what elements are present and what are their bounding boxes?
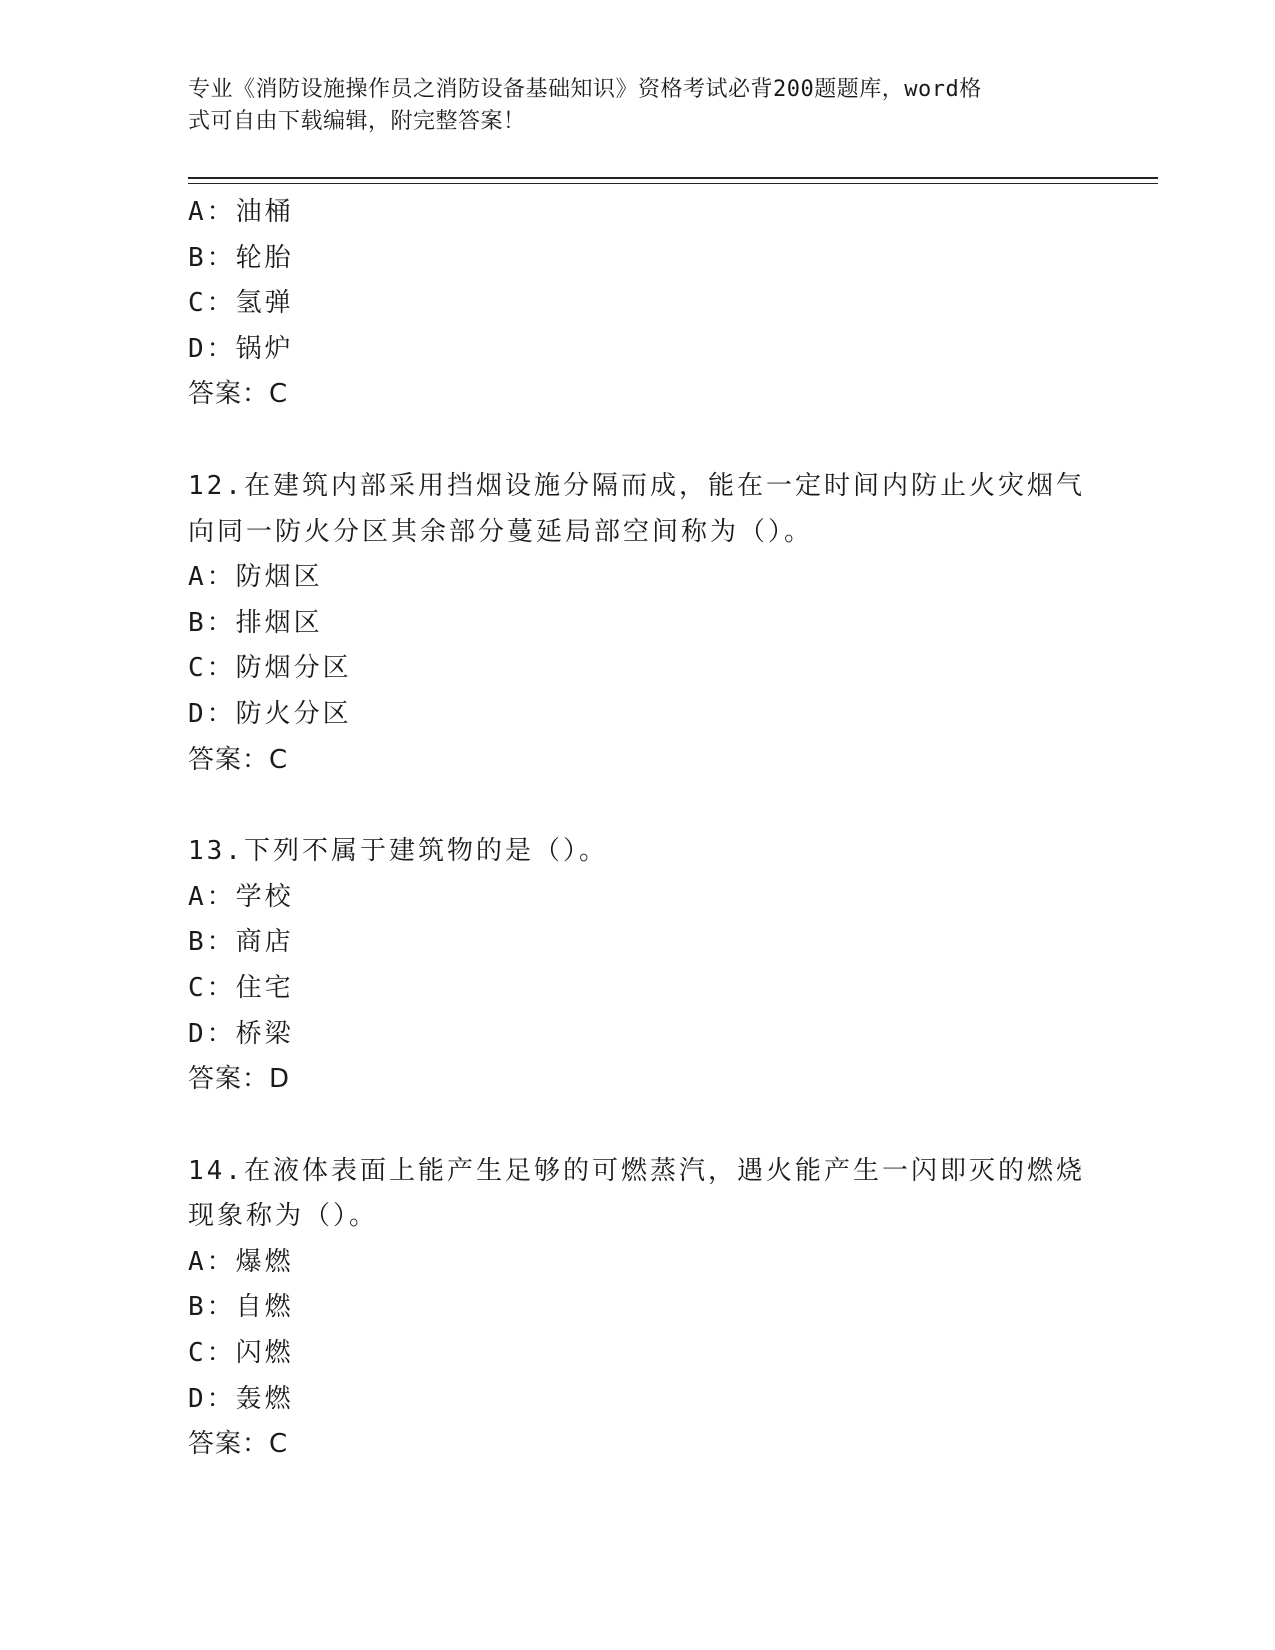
question-11 <box>188 190 1088 418</box>
option-b: B：轮胎 <box>188 242 294 273</box>
option-b: B：商店 <box>188 927 294 958</box>
question-text-line-2: 向同一防火分区其余部分蔓延局部空间称为（）。 <box>188 516 814 547</box>
question-14 <box>188 1149 1088 1468</box>
option-a: A：油桶 <box>188 197 294 227</box>
option-d: D：轰燃 <box>188 1383 294 1414</box>
option-c: C：住宅 <box>188 972 294 1003</box>
option-a: A：防烟区 <box>188 562 323 593</box>
option-a: A：学校 <box>188 881 294 912</box>
question-list <box>188 190 1088 1468</box>
answer: 答案：C <box>188 379 289 410</box>
question-text-line-1: 14.在液体表面上能产生足够的可燃蒸汽，遇火能产生一闪即灭的燃烧 <box>188 1155 1085 1186</box>
option-c: C：防烟分区 <box>188 653 352 684</box>
answer: 答案：C <box>188 1429 289 1460</box>
option-c: C：氢弹 <box>188 288 294 319</box>
option-a: A：爆燃 <box>188 1246 294 1277</box>
header-divider-thick <box>188 177 1158 179</box>
answer: 答案：D <box>188 1064 291 1095</box>
option-d: D：桥梁 <box>188 1018 294 1049</box>
question-13 <box>188 829 1088 1103</box>
question-text-line-2: 现象称为（）。 <box>188 1201 379 1232</box>
option-b: B：排烟区 <box>188 607 323 638</box>
header-line-1: 专业《消防设施操作员之消防设备基础知识》资格考试必背200题题库，word格 <box>188 77 982 102</box>
option-c: C：闪燃 <box>188 1338 294 1369</box>
header-divider-thin <box>188 183 1158 184</box>
option-d: D：锅炉 <box>188 333 294 364</box>
answer: 答案：C <box>188 744 289 775</box>
header-line-2: 式可自由下载编辑，附完整答案！ <box>188 109 526 134</box>
option-b: B：自燃 <box>188 1292 294 1323</box>
question-text-line-1: 12.在建筑内部采用挡烟设施分隔而成，能在一定时间内防止火灾烟气 <box>188 470 1085 501</box>
option-d: D：防火分区 <box>188 698 352 729</box>
document-header <box>188 74 1068 138</box>
question-text-line-1: 13.下列不属于建筑物的是（）。 <box>188 836 608 867</box>
question-12 <box>188 464 1088 783</box>
